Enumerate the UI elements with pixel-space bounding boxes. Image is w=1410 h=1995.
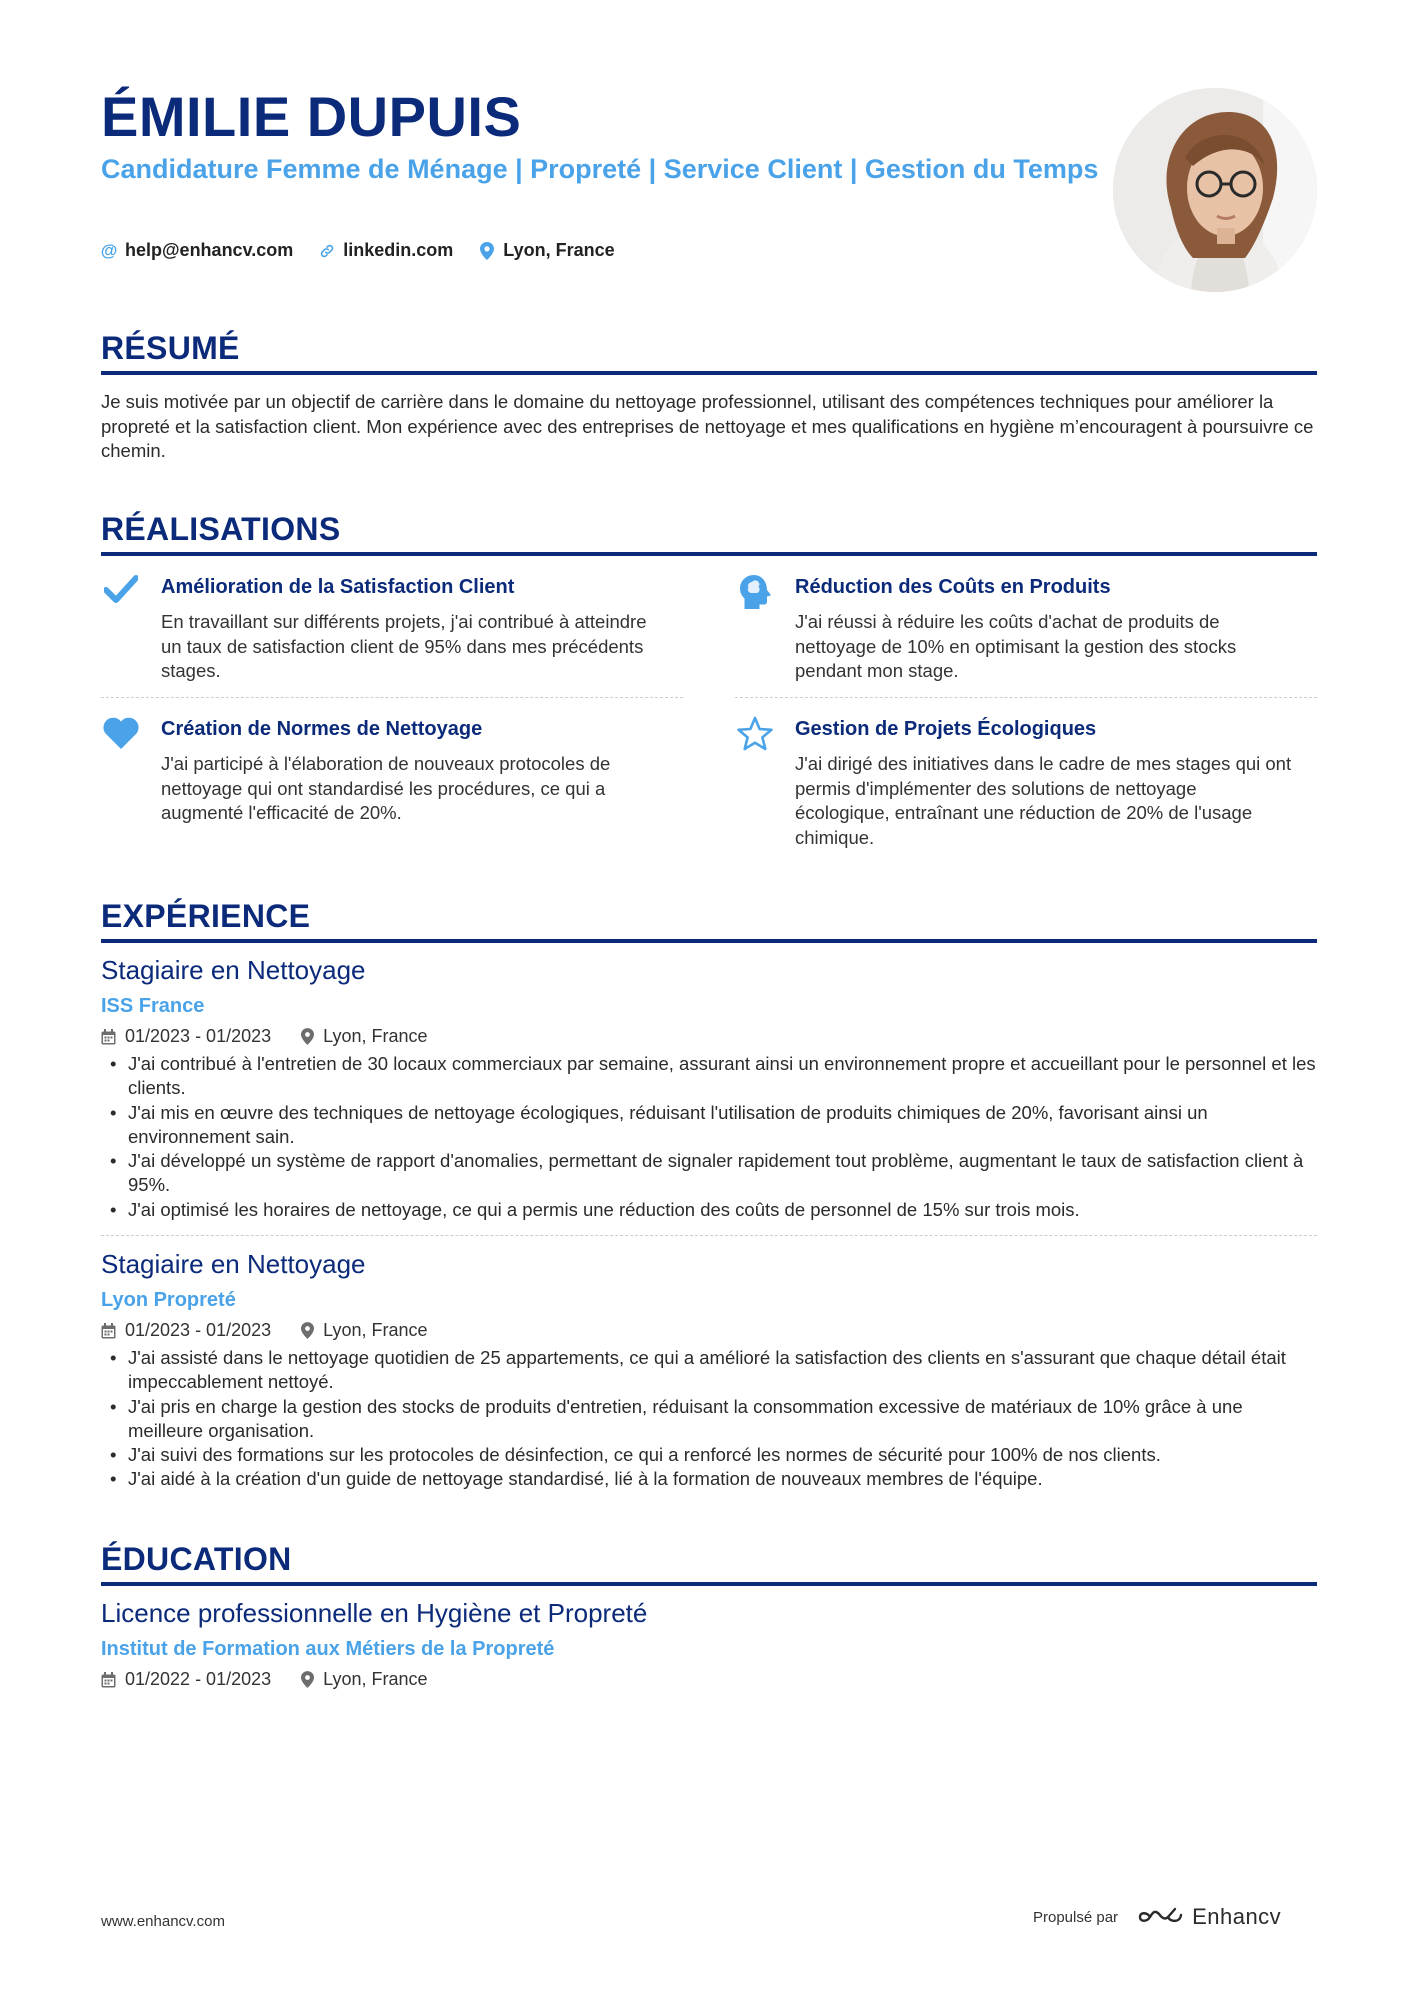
resume-page [101,0,1317,1995]
contact-email[interactable] [101,240,293,261]
achievement-title: Gestion de Projets Écologiques [795,718,1097,740]
location-pin-icon [301,1028,314,1045]
education-degree: Licence professionnelle en Hygiène et Propreté [101,1598,648,1628]
location-pin-icon [479,242,495,260]
list-item: • J'ai aidé à la création d'un guide de nettoyage standardisé, lié à la formation de nouveaux membres de l'équipe. [101,1467,1317,1491]
experience-rule [101,939,1317,943]
job-divider [101,1235,1317,1236]
heart-icon [101,716,141,756]
job-role: Stagiaire en Nettoyage [101,955,366,985]
job-dates: 01/2023 - 01/2023 [125,1320,272,1340]
education-meta [101,1669,428,1690]
achievement-title: Réduction des Coûts en Produits [795,576,1111,598]
contact-location-text: Lyon, France [503,240,615,260]
link-icon [319,243,335,259]
star-icon [735,716,775,756]
education-rule [101,1582,1317,1586]
contact-linkedin-text: linkedin.com [343,240,454,260]
job-dates: 01/2023 - 01/2023 [125,1026,272,1046]
job-location: Lyon, France [323,1320,428,1340]
summary-text: Je suis motivée par un objectif de carrière dans le domaine du nettoyage professionnel, utilisant des compétences techniques pour améliorer la propreté et la satisfaction client. Mon expérience avec des entreprises de nettoyage et mes qualifications en hygiène m’encouragent à poursuivre ce chemin. [101,391,1314,461]
achievement-description: J'ai dirigé des initiatives dans le cadre de mes stages qui ont permis d'implémenter des solutions de nettoyage écologique, entraînant une réduction de 20% de l'usage chimique. [795,753,1292,848]
achievement-description: J'ai réussi à réduire les coûts d'achat de produits de nettoyage de 10% en optimisant la gestion des stocks pendant mon stage. [795,611,1237,681]
contact-linkedin[interactable] [319,240,453,261]
job-role: Stagiaire en Nettoyage [101,1249,366,1279]
candidate-name: ÉMILIE DUPUIS [101,85,522,148]
achievement-divider [101,697,683,698]
footer-website-link[interactable]: www.enhancv.com [101,1913,225,1930]
calendar-icon [101,1323,116,1339]
head-brain-icon [735,574,775,614]
education-location: Lyon, France [323,1669,428,1689]
achievement-title: Amélioration de la Satisfaction Client [161,576,515,598]
achievement-description: En travaillant sur différents projets, j'ai contribué à atteindre un taux de satisfaction client de 95% dans mes précédents stages. [161,611,647,681]
contact-row [101,240,615,261]
calendar-icon [101,1029,116,1045]
achievement-divider [735,697,1317,698]
achievements-heading: RÉALISATIONS [101,511,341,547]
list-item: • J'ai pris en charge la gestion des stocks de produits d'entretien, réduisant la consommation excessive de matériaux de 10% grâce à une meilleure organisation. [101,1395,1317,1444]
contact-location [479,240,614,261]
achievement-title: Création de Normes de Nettoyage [161,718,483,740]
powered-by-label: Propulsé par [1033,1908,1119,1926]
job-location: Lyon, France [323,1026,428,1046]
education-school: Institut de Formation aux Métiers de la Propreté [101,1638,555,1660]
enhancv-logo[interactable] [1138,1904,1281,1930]
list-item: • J'ai optimisé les horaires de nettoyage, ce qui a permis une réduction des coûts de personnel de 15% sur trois mois. [101,1198,1317,1222]
job-meta [101,1320,428,1341]
list-item: • J'ai mis en œuvre des techniques de nettoyage écologiques, réduisant l'utilisation de produits chimiques de 20%, favorisant ainsi un environnement sain. [101,1101,1317,1150]
list-item: • J'ai développé un système de rapport d'anomalies, permettant de signaler rapidement tout problème, augmentant le taux de satisfaction client à 95%. [101,1149,1317,1198]
job-meta [101,1026,428,1047]
summary-heading: RÉSUMÉ [101,330,240,366]
location-pin-icon [301,1671,314,1688]
job-bullets [101,1346,1317,1492]
experience-heading: EXPÉRIENCE [101,898,311,934]
brand-name: Enhancv [1192,1904,1282,1929]
achievement-description: J'ai participé à l'élaboration de nouveaux protocoles de nettoyage qui ont standardisé les procédures, ce qui a augmenté l'efficacité de 20%. [161,753,611,823]
checkmark-icon [101,574,141,614]
infinity-logo-icon [1138,1906,1184,1928]
achievements-rule [101,552,1317,556]
location-pin-icon [301,1322,314,1339]
list-item: • J'ai suivi des formations sur les protocoles de désinfection, ce qui a renforcé les normes de sécurité pour 100% de nos clients. [101,1443,1317,1467]
contact-email-text: help@enhancv.com [125,240,294,260]
list-item: • J'ai assisté dans le nettoyage quotidien de 25 appartements, ce qui a amélioré la satisfaction des clients en s'assurant que chaque détail était impeccablement nettoyé. [101,1346,1317,1395]
powered-by [1033,1904,1281,1930]
job-company: ISS France [101,995,205,1017]
education-dates: 01/2022 - 01/2023 [125,1669,272,1689]
at-icon: @ [100,240,118,260]
job-bullets [101,1052,1317,1222]
summary-rule [101,371,1317,375]
education-heading: ÉDUCATION [101,1541,292,1577]
job-company: Lyon Propreté [101,1289,236,1311]
calendar-icon [101,1672,116,1688]
profile-photo [1113,88,1317,292]
list-item: • J'ai contribué à l'entretien de 30 locaux commerciaux par semaine, assurant ainsi un environnement propre et accueillant pour le personnel et les clients. [101,1052,1317,1101]
candidate-headline: Candidature Femme de Ménage | Propreté | Service Client | Gestion du Temps [101,154,1099,184]
